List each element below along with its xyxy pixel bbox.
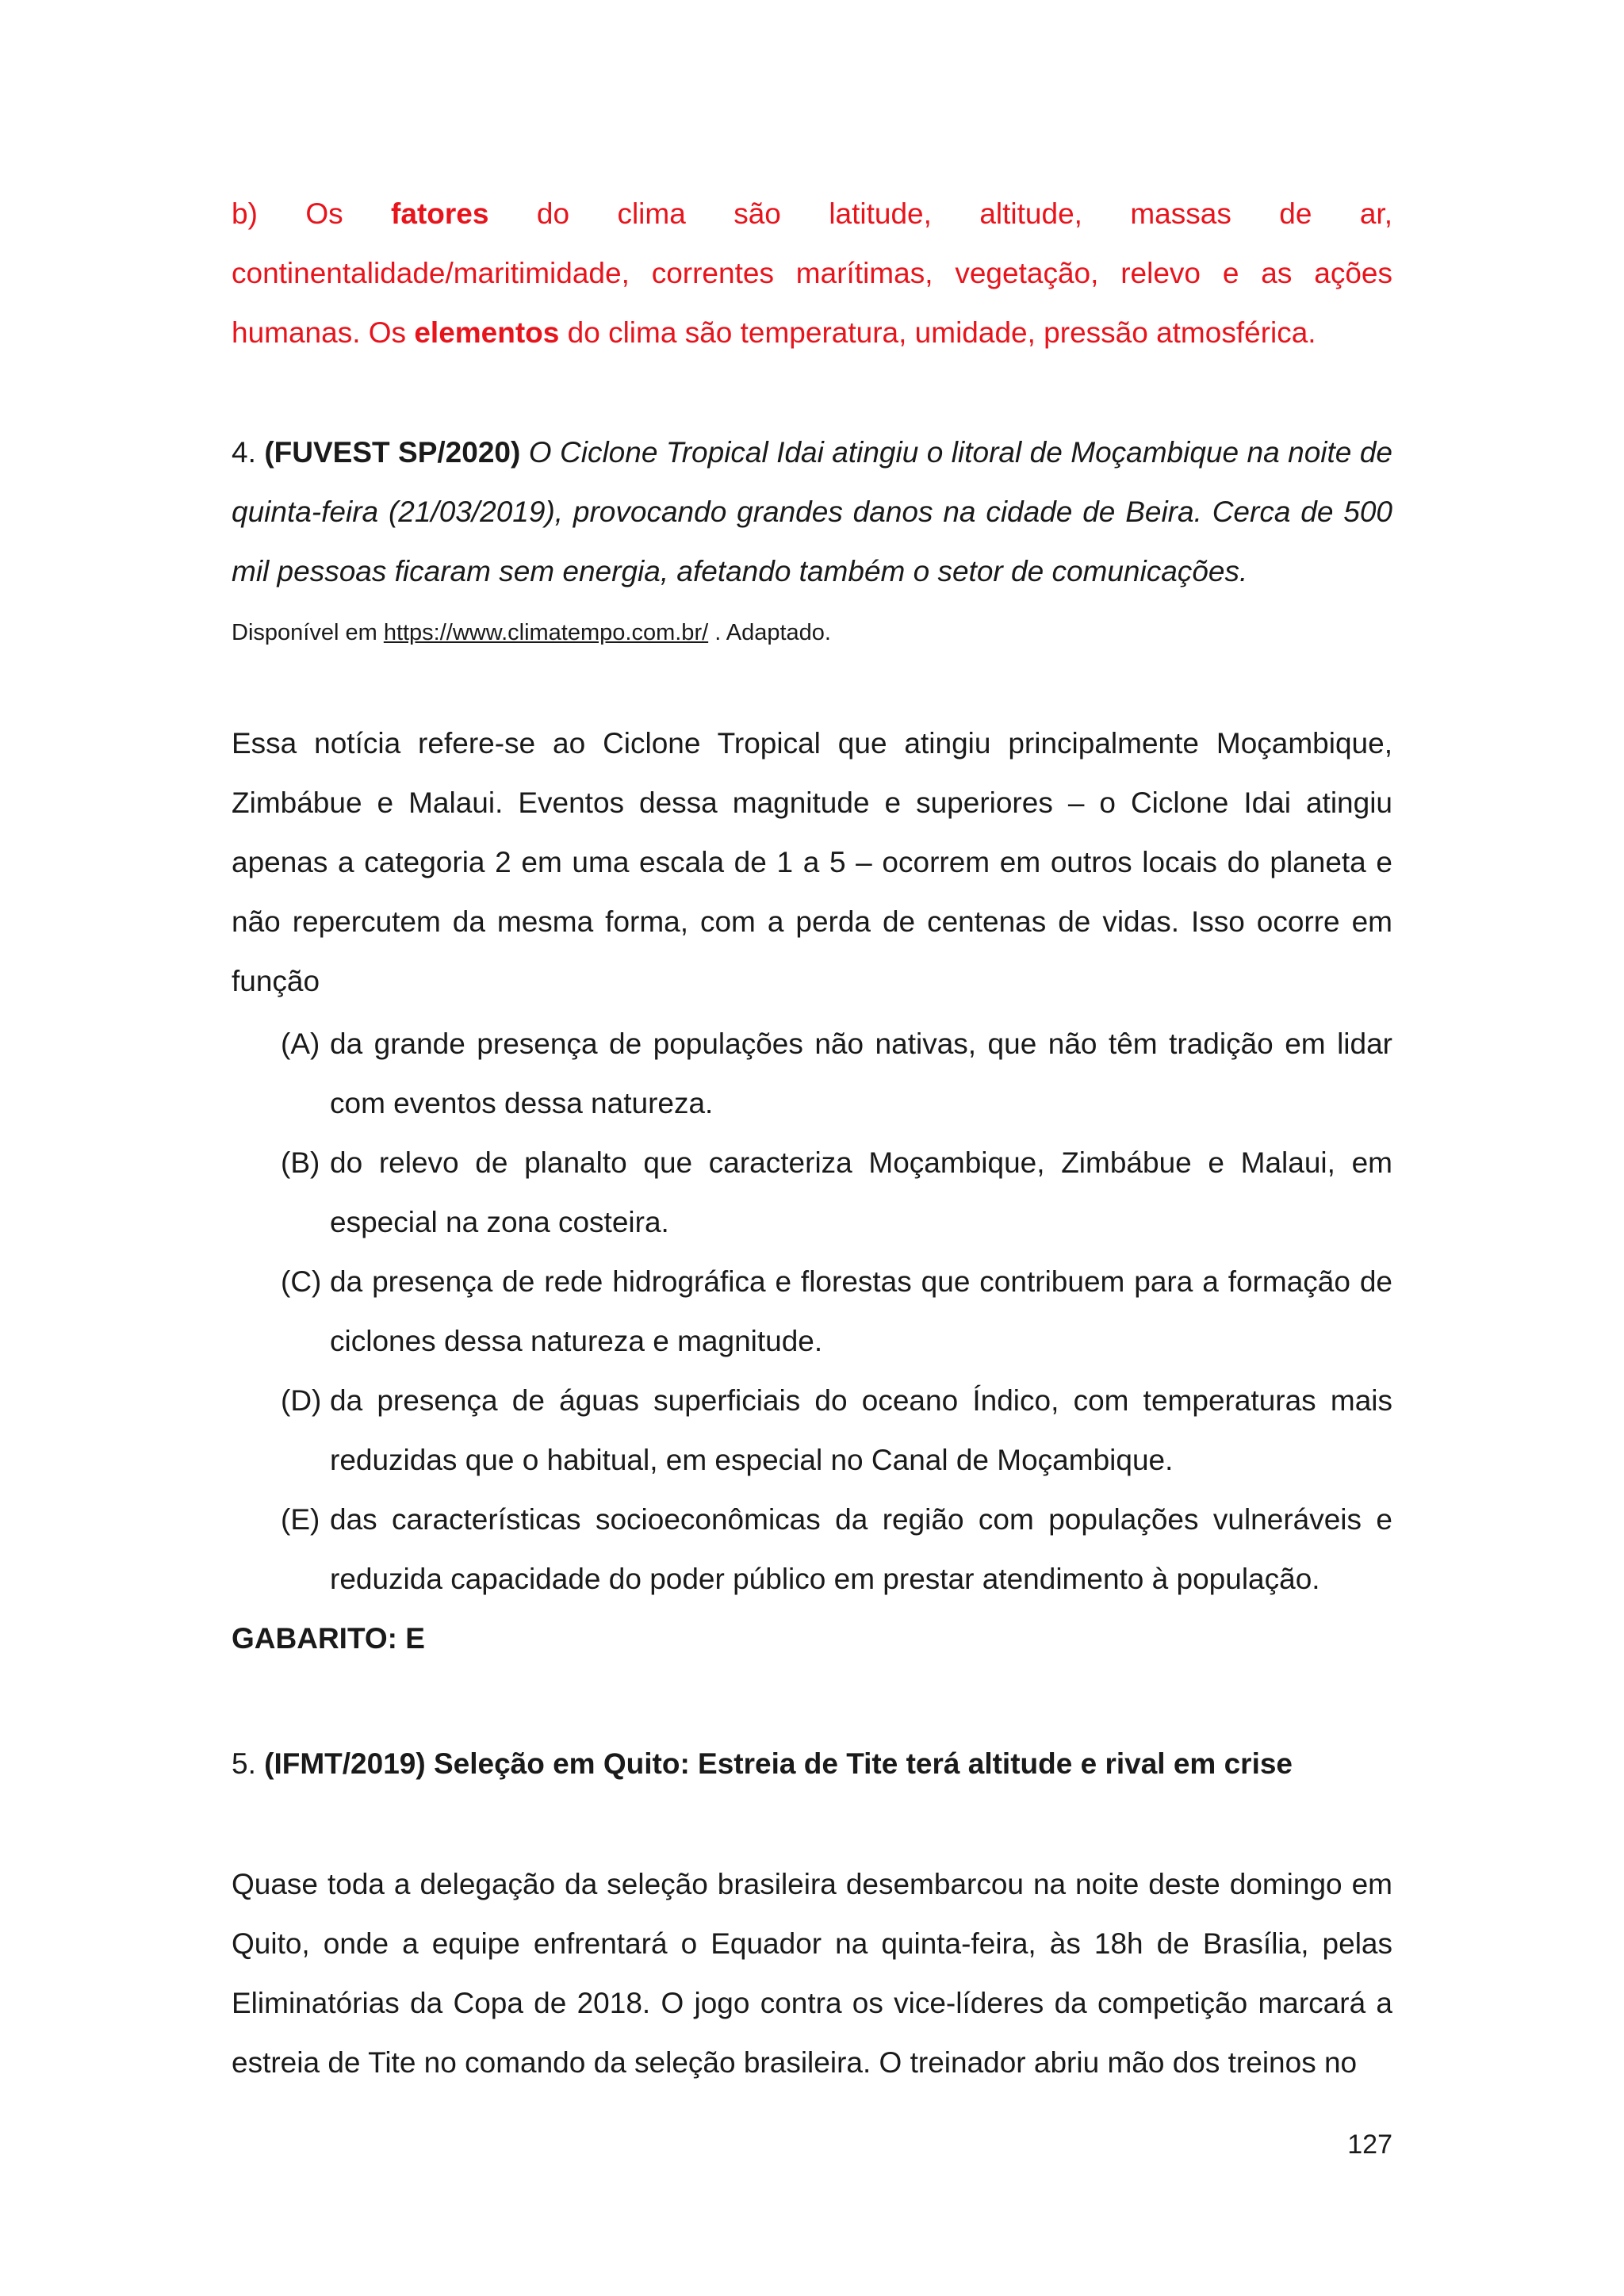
option-d bbox=[232, 1371, 1392, 1490]
option-d-label: (D) bbox=[281, 1384, 322, 1417]
question-4-number: 4. bbox=[232, 436, 265, 469]
answer-b-bold-elementos: elementos bbox=[414, 316, 560, 349]
question-4-answer-key: GABARITO: E bbox=[232, 1622, 425, 1655]
answer-b-middle: do clima são latitude, altitude, massas de ar, continentalidade/maritimidade, correntes marítimas, vegetação, relevo e as ações humanas. Os bbox=[232, 197, 1392, 349]
option-e bbox=[232, 1490, 1392, 1609]
question-5-number: 5. bbox=[232, 1747, 265, 1780]
question-4-header bbox=[232, 423, 1392, 601]
answer-b-paragraph bbox=[232, 184, 1392, 362]
page-number: 127 bbox=[1347, 2130, 1392, 2160]
answer-b-bold-fatores: fatores bbox=[391, 197, 489, 230]
option-a-text: da grande presença de populações não nativas, que não têm tradição em lidar com eventos dessa natureza. bbox=[330, 1027, 1392, 1119]
option-b bbox=[232, 1133, 1392, 1252]
answer-b bbox=[232, 184, 1392, 362]
question-4-stem-text: Essa notícia refere-se ao Ciclone Tropical que atingiu principalmente Moçambique, Zimbábue e Malaui. Eventos dessa magnitude e superiores – o Ciclone Idai atingiu apenas a categoria 2 em uma escala de 1 a 5 – ocorrem em outros locais do planeta e não repercutem da mesma forma, com a perda de centenas de vidas. Isso ocorre em função bbox=[232, 727, 1392, 997]
option-a-label: (A) bbox=[281, 1027, 320, 1060]
question-4-stem bbox=[232, 714, 1392, 1011]
question-5-heading bbox=[232, 1734, 1392, 1793]
answer-b-prefix: b) Os bbox=[232, 197, 392, 230]
citation-link[interactable]: https://www.climatempo.com.br/ bbox=[383, 620, 709, 645]
option-e-text: das características socioeconômicas da região com populações vulneráveis e reduzida capacidade do poder público em prestar atendimento à população. bbox=[330, 1503, 1392, 1595]
option-b-label: (B) bbox=[281, 1146, 320, 1179]
option-c bbox=[232, 1252, 1392, 1371]
option-a bbox=[232, 1014, 1392, 1133]
option-b-text: do relevo de planalto que caracteriza Moçambique, Zimbábue e Malaui, em especial na zona costeira. bbox=[330, 1146, 1392, 1238]
question-4-quote: O Ciclone Tropical Idai atingiu o litoral de Moçambique na noite de quinta-feira (21/03/2019), provocando grandes danos na cidade de Beira. Cerca de 500 mil pessoas ficaram sem energia, afetando também o setor de comunicações. bbox=[232, 436, 1392, 587]
question-4-options bbox=[232, 1014, 1392, 1668]
question-5-text: Quase toda a delegação da seleção brasileira desembarcou na noite deste domingo em Quito, onde a equipe enfrentará o Equador na quinta-feira, às 18h de Brasília, pelas Eliminatórias da Copa de 2018. O jogo contra os vice-líderes da competição marcará a estreia de Tite no comando da seleção brasileira. O treinador abriu mão dos treinos no bbox=[232, 1868, 1392, 2079]
question-4-intro bbox=[232, 423, 1392, 601]
option-e-label: (E) bbox=[281, 1503, 320, 1536]
answer-b-suffix: do clima são temperatura, umidade, pressão atmosférica. bbox=[559, 316, 1316, 349]
citation-prefix: Disponível em bbox=[232, 620, 384, 645]
option-c-label: (C) bbox=[281, 1265, 322, 1298]
question-4-citation bbox=[232, 617, 1392, 649]
question-5-body bbox=[232, 1854, 1392, 2092]
citation-suffix: . Adaptado. bbox=[708, 620, 831, 645]
question-4-source-tag: (FUVEST SP/2020) bbox=[264, 436, 521, 469]
option-c-text: da presença de rede hidrográfica e florestas que contribuem para a formação de ciclones dessa natureza e magnitude. bbox=[330, 1265, 1392, 1357]
option-d-text: da presença de águas superficiais do oceano Índico, com temperaturas mais reduzidas que o habitual, em especial no Canal de Moçambique. bbox=[330, 1384, 1392, 1476]
question-5-title: (IFMT/2019) Seleção em Quito: Estreia de Tite terá altitude e rival em crise bbox=[264, 1747, 1293, 1780]
